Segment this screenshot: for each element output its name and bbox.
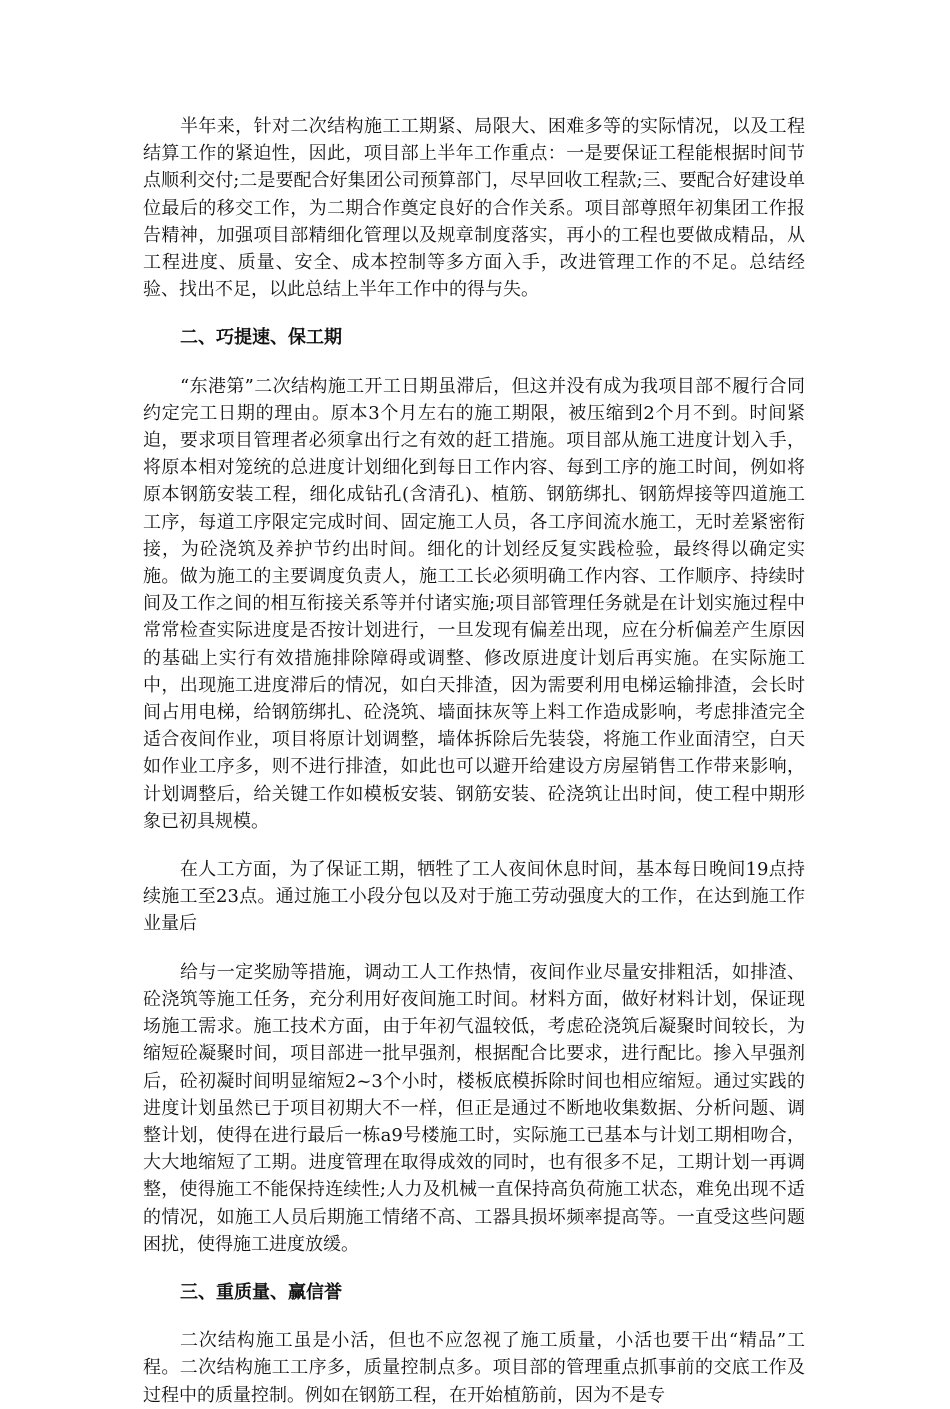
section-heading-schedule: 二、巧提速、保工期: [180, 327, 342, 349]
paragraph-labor: 在人工方面，为了保证工期，牺牲了工人夜间休息时间，基本每日晚间19点持续施工至23点。通过施工小段分包以及对于施工劳动强度大的工作，在达到施工作业量后: [143, 859, 805, 935]
paragraph-schedule-planning: “东港第”二次结构施工开工日期虽滞后，但这并没有成为我项目部不履行合同约定完工日期的理由。原本3个月左右的施工期限，被压缩到2个月不到。时间紧迫，要求项目管理者必须拿出行之有效的赶工措施。项目部从施工进度计划入手，将原本相对笼统的总进度计划细化到每日工作内容、每到工序的施工时间，例如将原本钢筋安装工程，细化成钻孔(含清孔)、植筋、钢筋绑扎、钢筋焊接等四道施工工序，每道工序限定完成时间、固定施工人员，各工序间流水施工，无时差紧密衔接，为砼浇筑及养护节约出时间。细化的计划经反复实践检验，最终得以确定实施。做为施工的主要调度负责人，施工工长必须明确工作内容、工作顺序、持续时间及工作之间的相互衔接关系等并付诸实施;项目部管理任务就是在计划实施过程中常常检查实际进度是否按计划进行，一旦发现有偏差出现，应在分析偏差产生原因的基础上实行有效措施排除障碍或调整、修改原进度计划后再实施。在实际施工中，出现施工进度滞后的情况，如白天排渣，因为需要利用电梯运输排渣，会长时间占用电梯，给钢筋绑扎、砼浇筑、墙面抹灰等上料工作造成影响，考虑排渣完全适合夜间作业，项目将原计划调整，墙体拆除后先装袋，将施工作业面清空，白天如作业工序多，则不进行排渣，如此也可以避开给建设方房屋销售工作带来影响，计划调整后，给关键工作如模板安装、钢筋安装、砼浇筑让出时间，使工程中期形象已初具规模。: [143, 375, 805, 832]
paragraph-incentives-materials: 给与一定奖励等措施，调动工人工作热情，夜间作业尽量安排粗活，如排渣、砼浇筑等施工任务，充分利用好夜间施工时间。材料方面，做好材料计划，保证现场施工需求。施工技术方面，由于年初气温较低，考虑砼浇筑后凝聚时间较长，为缩短砼凝聚时间，项目部进一批早强剂，根据配合比要求，进行配比。掺入早强剂后，砼初凝时间明显缩短2~3个小时，楼板底模拆除时间也相应缩短。通过实践的进度计划虽然已于项目初期大不一样，但正是通过不断地收集数据、分析问题、调整计划，使得在进行最后一栋a9号楼施工时，实际施工已基本与计划工期相吻合，大大地缩短了工期。进度管理在取得成效的同时，也有很多不足，工期计划一再调整，使得施工不能保持连续性;人力及机械一直保持高负荷施工状态，难免出现不适的情况，如施工人员后期施工情绪不高、工器具损坏频率提高等。一直受这些问题困扰，使得施工进度放缓。: [143, 961, 805, 1255]
section-heading-quality: 三、重质量、赢信誉: [180, 1281, 342, 1303]
document-body: [143, 113, 805, 1409]
paragraph-quality: 二次结构施工虽是小活，但也不应忽视了施工质量，小活也要干出“精品”工程。二次结构施工工序多，质量控制点多。项目部的管理重点抓事前的交底工作及过程中的质量控制。例如在钢筋工程，在开始植筋前，因为不是专: [143, 1330, 805, 1406]
paragraph-intro: 半年来，针对二次结构施工工期紧、局限大、困难多等的实际情况，以及工程结算工作的紧迫性，因此，项目部上半年工作重点：一是要保证工程能根据时间节点顺利交付;二是要配合好集团公司预算部门，尽早回收工程款;三、要配合好建设单位最后的移交工作，为二期合作奠定良好的合作关系。项目部尊照年初集团工作报告精神，加强项目部精细化管理以及规章制度落实，再小的工程也要做成精品，从工程进度、质量、安全、成本控制等多方面入手，改进管理工作的不足。总结经验、找出不足，以此总结上半年工作中的得与失。: [143, 116, 805, 301]
